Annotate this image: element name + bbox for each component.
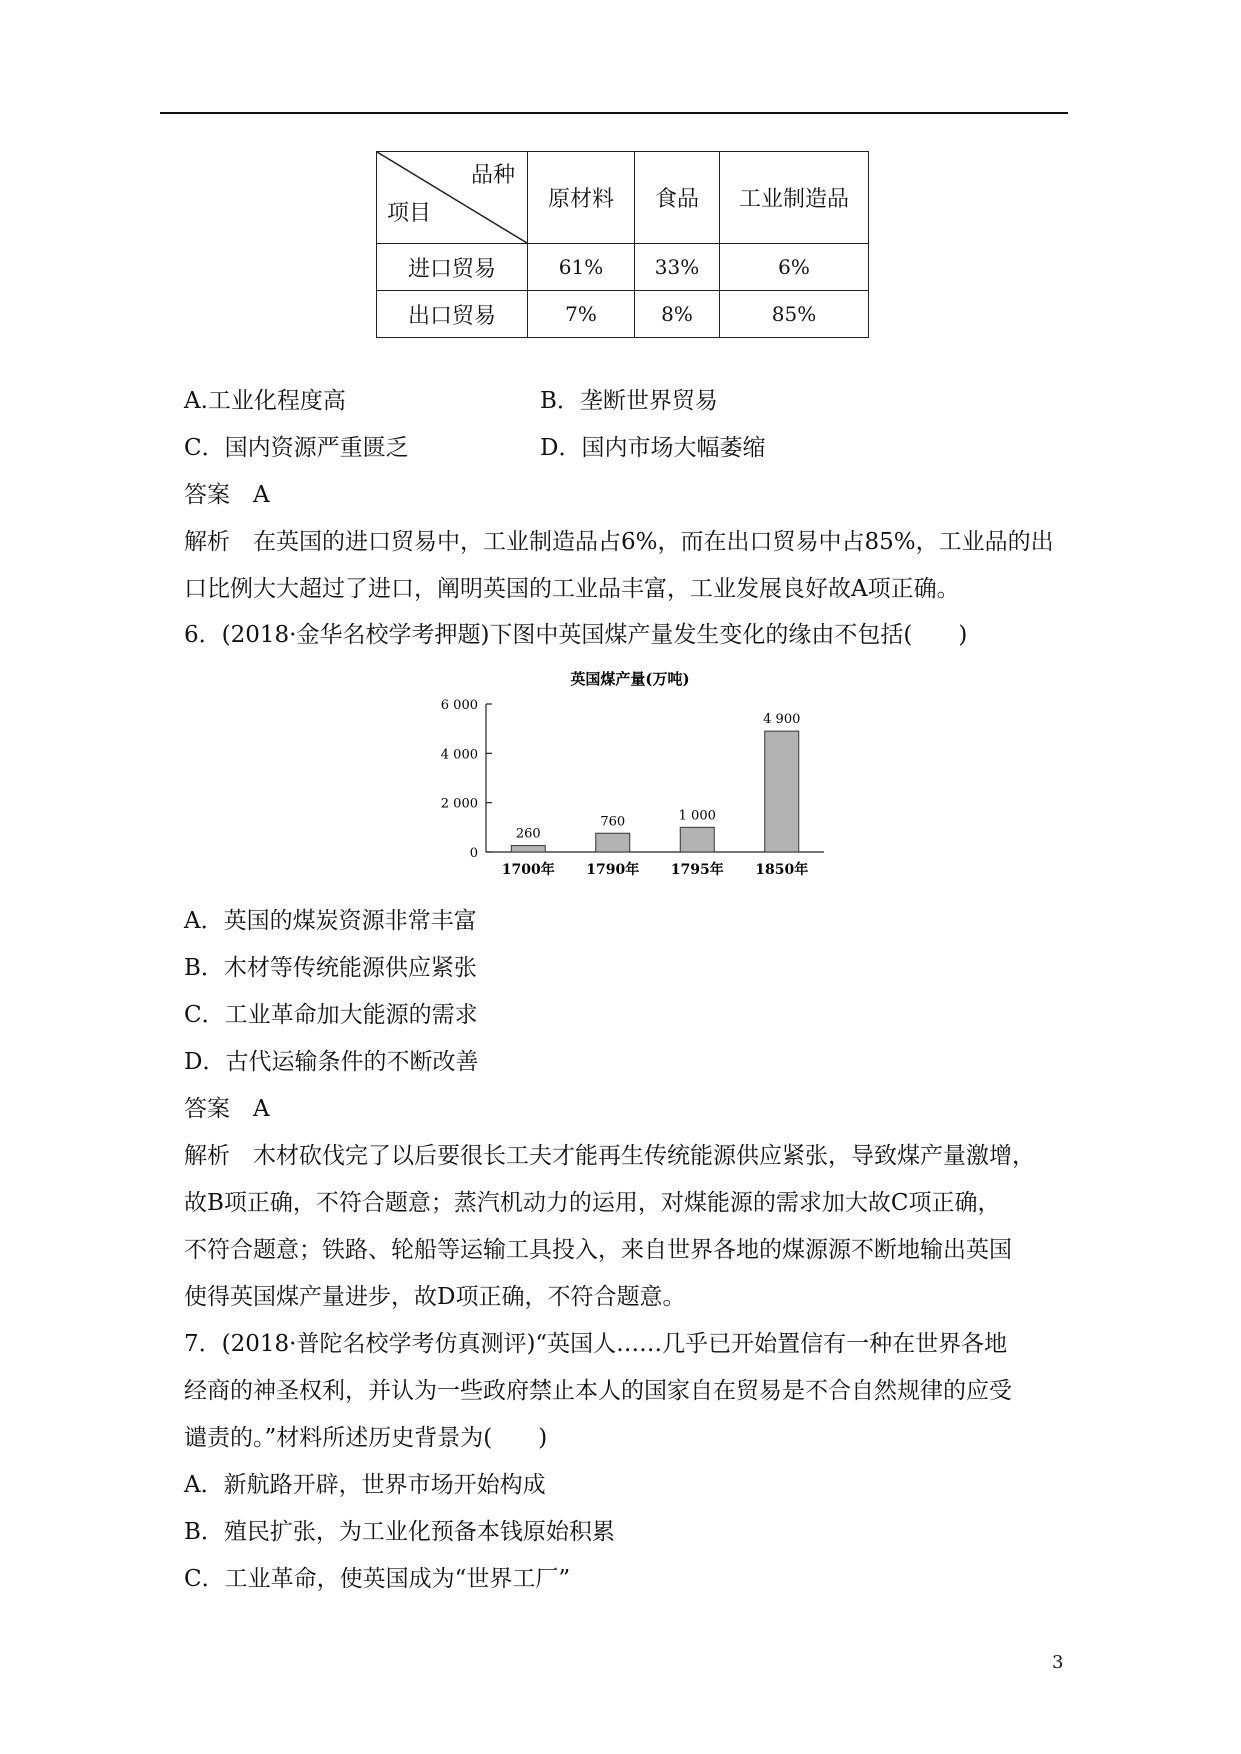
table-cell: 61% <box>528 244 635 291</box>
bar-value-label: 260 <box>515 826 541 842</box>
q6-option-c: C．工业革命加大能源的需求 <box>184 1002 478 1028</box>
q6-analysis-line: 不符合题意；铁路、轮船等运输工具投入，来自世界各地的煤源源不断地输出英国 <box>184 1237 1012 1263</box>
q7-option-b: B．殖民扩张，为工业化预备本钱原始积累 <box>184 1519 615 1545</box>
table-row-label: 进口贸易 <box>377 244 528 291</box>
q7-stem-line: 谴责的。”材料所述历史背景为( ) <box>184 1425 548 1451</box>
bar-value-label: 760 <box>600 814 626 830</box>
corner-top-label: 品种 <box>470 163 515 188</box>
y-tick-label: 4 000 <box>440 747 478 763</box>
corner-bottom-label: 项目 <box>387 201 432 226</box>
page-number: 3 <box>1052 1652 1064 1673</box>
q5-option-d: D．国内市场大幅萎缩 <box>540 435 766 461</box>
table-header-cell: 工业制造品 <box>720 152 869 244</box>
q7-stem-line: 7．(2018·普陀名校学考仿真测评)“英国人……几乎已开始置信有一种在世界各地 <box>184 1331 1008 1357</box>
bar <box>765 731 799 852</box>
q5-analysis-line: 口比例大大超过了进口，阐明英国的工业品丰富，工业发展良好故A项正确。 <box>184 576 960 602</box>
table-row-label: 出口贸易 <box>377 291 528 338</box>
table-header-cell: 食品 <box>635 152 720 244</box>
table-row <box>377 291 869 338</box>
chart-title: 英国煤产量(万吨) <box>570 670 690 688</box>
q6-analysis-line: 解析 木材砍伐完了以后要很长工夫才能再生传统能源供应紧张，导致煤产量激增， <box>184 1143 1035 1169</box>
table-cell: 85% <box>720 291 869 338</box>
coal-output-chart <box>420 660 840 885</box>
y-tick-label: 2 000 <box>440 796 478 812</box>
q6-answer: 答案 A <box>184 1096 270 1122</box>
q5-option-a: A.工业化程度高 <box>184 388 346 414</box>
x-tick-label: 1790年 <box>586 862 640 878</box>
x-tick-label: 1850年 <box>755 862 809 878</box>
y-tick-label: 6 000 <box>440 698 478 713</box>
x-tick-label: 1795年 <box>670 862 724 878</box>
q5-answer: 答案 A <box>184 482 270 508</box>
q6-option-a: A．英国的煤炭资源非常丰富 <box>184 908 477 934</box>
header-rule <box>160 112 1068 114</box>
bar-value-label: 1 000 <box>678 808 716 824</box>
table-cell: 6% <box>720 244 869 291</box>
table-cell: 33% <box>635 244 720 291</box>
q6-option-d: D．古代运输条件的不断改善 <box>184 1049 479 1075</box>
x-tick-label: 1700年 <box>501 862 555 878</box>
table-cell: 8% <box>635 291 720 338</box>
q6-analysis-line: 使得英国煤产量进步，故D项正确，不符合题意。 <box>184 1284 686 1310</box>
y-tick-label: 0 <box>469 846 478 861</box>
bar <box>680 827 714 852</box>
bar <box>596 833 630 852</box>
q5-option-c: C．国内资源严重匮乏 <box>184 435 409 461</box>
table-header-cell: 原材料 <box>528 152 635 244</box>
q5-analysis-line: 解析 在英国的进口贸易中，工业制造品占6%，而在出口贸易中占85%，工业品的出 <box>184 529 1054 555</box>
q6-analysis-line: 故B项正确，不符合题意；蒸汽机动力的运用，对煤能源的需求加大故C项正确， <box>184 1190 1001 1216</box>
q7-option-c: C．工业革命，使英国成为“世界工厂” <box>184 1566 571 1592</box>
bar-value-label: 4 900 <box>763 712 801 728</box>
q6-stem: 6．(2018·金华名校学考押题)下图中英国煤产量发生变化的缘由不包括( ) <box>184 622 968 648</box>
q5-option-b: B．垄断世界贸易 <box>540 388 718 414</box>
q6-option-b: B．木材等传统能源供应紧张 <box>184 955 477 981</box>
table-corner-cell <box>377 152 528 244</box>
bar <box>511 846 545 852</box>
table-cell: 7% <box>528 291 635 338</box>
trade-table <box>376 151 869 338</box>
q7-option-a: A．新航路开辟，世界市场开始构成 <box>184 1472 546 1498</box>
table-row <box>377 244 869 291</box>
q7-stem-line: 经商的神圣权利，并认为一些政府禁止本人的国家自在贸易是不合自然规律的应受 <box>184 1378 1012 1404</box>
chart-bars <box>511 731 799 852</box>
